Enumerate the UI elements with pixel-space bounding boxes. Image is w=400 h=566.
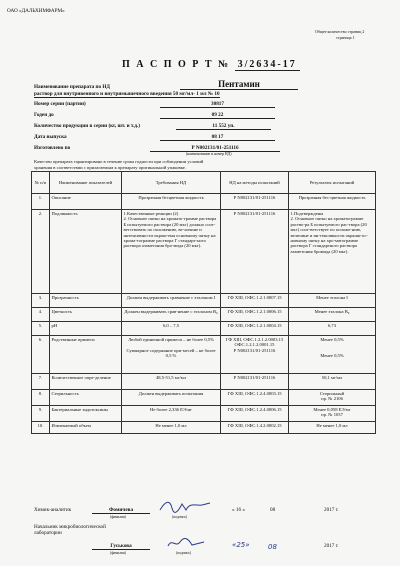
table-row	[32, 210, 376, 294]
analyst-day: « 16 »	[232, 507, 245, 513]
row-indicator: Подлинность	[50, 210, 122, 294]
col-header-results: Результаты испытаний	[289, 172, 376, 194]
manufactured-by-value: Р N002131/01-251116	[150, 145, 280, 152]
micro-lab-signature-icon	[166, 536, 206, 550]
row-number: 4.	[32, 308, 50, 322]
row-result: Менее эталона I	[289, 294, 376, 308]
col-header-number: № п/п	[32, 172, 50, 194]
row-method: ГФ XIII, ОФС.1.2.4.0006.15	[221, 406, 289, 422]
analyst-role: Химик-аналитик	[34, 507, 72, 513]
row-result: Стерильный пр. № 2106	[289, 390, 376, 406]
micro-lab-day: «25»	[232, 541, 250, 549]
micro-lab-year: 2017 г.	[324, 543, 339, 549]
row-method: ГФ XIII, ОФС.1.4.2.0002.15	[221, 422, 289, 434]
micro-lab-name-hint: (фамилия)	[110, 551, 126, 555]
quantity-value: 11 552 уп.	[176, 123, 271, 130]
analyst-name-hint: (фамилия)	[110, 515, 126, 519]
col-header-methods: НД на методы испытаний	[221, 172, 289, 194]
table-row	[32, 406, 376, 422]
row-result: Менее 0,058 ЕЭ/мг пр. № 1037	[289, 406, 376, 422]
row-indicator: Цветность	[50, 308, 122, 322]
row-method: Р N002131/01-251116	[221, 210, 289, 294]
row-result: 6,73	[289, 322, 376, 336]
product-form: раствор для внутривенного и внутримышечного введения 50 мг/мл- 1 мл № 10	[34, 91, 220, 97]
analyst-name: Фомичева	[92, 507, 150, 514]
row-number: 1.	[32, 194, 50, 210]
row-requirement: Должен выдерживать испытания	[122, 390, 221, 406]
page-number-note: страница 1	[336, 35, 355, 40]
row-number: 7.	[32, 374, 50, 390]
row-method: ГФ XIII, ОФС.1.2.1.0007.15	[221, 294, 289, 308]
row-indicator: Бактериальные эндотоксины	[50, 406, 122, 422]
table-row	[32, 422, 376, 434]
row-indicator: Прозрачность	[50, 294, 122, 308]
row-number: 2.	[32, 210, 50, 294]
row-result: Менее эталона B₉	[289, 308, 376, 322]
release-date-label: Дата выпуска	[34, 134, 67, 140]
row-requirement: Не менее 1,0 мл	[122, 422, 221, 434]
row-indicator: Количественное опре-деление	[50, 374, 122, 390]
passport-title	[122, 59, 300, 70]
row-requirement: Должен выдерживать срав-нение с эталоном B₉	[122, 308, 221, 322]
release-date-value: 08 17	[160, 134, 275, 141]
analyst-signature-icon	[158, 498, 212, 514]
micro-lab-signature-hint: (подпись)	[176, 551, 191, 555]
row-number: 6.	[32, 336, 50, 374]
company-name: ОАО «ДАЛЬХИМФАРМ»	[7, 8, 65, 14]
row-result: 50,1 мг/мл	[289, 374, 376, 390]
row-number: 5.	[32, 322, 50, 336]
row-indicator: pH	[50, 322, 122, 336]
row-requirement: Любой единичной примеси – не более 0,5% Суммарное содержание при-месей – не более 0,5 %	[122, 336, 221, 374]
table-row	[32, 322, 376, 336]
series-label: Номер серии (партии)	[34, 101, 86, 107]
product-name-label: Наименование препарата по НД	[34, 84, 110, 90]
row-method: Р N002131/01-251116	[221, 374, 289, 390]
row-indicator: Родственные примеси	[50, 336, 122, 374]
row-result: Не менее 1,0 мл	[289, 422, 376, 434]
analyst-month: 08	[270, 507, 276, 513]
row-requirement: Прозрачная бесцветная жидкость	[122, 194, 221, 210]
passport-title-prefix: П А С П О Р Т №	[122, 59, 231, 70]
table-row	[32, 336, 376, 374]
manufactured-by-label: Изготовлено по	[34, 145, 71, 151]
row-number: 9.	[32, 406, 50, 422]
row-result: 1.Подтверждены 2. Основное пятно на хроматограмме раство-ра Б испытуемого рас-твора (20 мкг) соот-ветствует по положе-нию, величине и ин-тенсивности окраши-ос-новному пятну на хро-матограмме раствора Г стандартного раствора азаметония бромида (20 мкг).	[289, 210, 376, 294]
quantity-label: Количество продукции в серии (кг, шт. и т.д.)	[34, 123, 141, 129]
analyst-year: 2017 г.	[324, 507, 339, 513]
table-row	[32, 374, 376, 390]
analyst-signature-hint: (подпись)	[172, 515, 187, 519]
row-result: Прозрачная бес-цветная жидкость	[289, 194, 376, 210]
micro-lab-month: 08	[268, 543, 277, 551]
row-result: Менее 0,5% Менее 0,5%	[289, 336, 376, 374]
row-number: 3.	[32, 294, 50, 308]
col-header-indicator: Наименование показателей	[50, 172, 122, 194]
micro-lab-role-line-2: лаборатории	[34, 530, 62, 536]
passport-number: 3/2634-17	[235, 59, 300, 71]
page-count-note: Общее количество страниц 2	[315, 29, 365, 34]
micro-lab-name: Гуськова	[92, 543, 150, 550]
expiry-value: 09 22	[160, 112, 275, 119]
row-number: 10.	[32, 422, 50, 434]
row-number: 8.	[32, 390, 50, 406]
row-method: ГФ XIII, ОФС.1.2.1.0004.15	[221, 322, 289, 336]
table-row	[32, 308, 376, 322]
table-row	[32, 390, 376, 406]
product-name: Пентамин	[180, 79, 298, 90]
row-requirement: 1.Качественные реакции (2) 2. Основное пятно на хромато-грамме раствора Б испытуемого раствора (20 мкг) должно соот-ветствовать по положению, ве-личине и интенсивности окраш-енн основному пятну на хрома-тограмме раствора Г стандарт-ного раствора азаметония бро-мида (20 мкг).	[122, 210, 221, 294]
row-method: Р N002131/01-251116	[221, 194, 289, 210]
row-requirement: Должен выдерживать сравнение с эталоном I	[122, 294, 221, 308]
statement-line-2: хранения в соответствии с прилагаемым к препарату оригинальной упаковке.	[34, 165, 186, 170]
table-header-row	[32, 172, 376, 194]
micro-lab-role-line-1: Начальник микробиологической	[34, 524, 106, 530]
row-requirement: 6,0 – 7,5	[122, 322, 221, 336]
row-requirement: 48,5-51,5 мг/мл	[122, 374, 221, 390]
row-indicator: Стерильность	[50, 390, 122, 406]
col-header-requirements: Требования НД	[122, 172, 221, 194]
test-results-table	[31, 171, 376, 434]
row-method: ГФ XIII, ОФС.1.2.1.0006.15	[221, 308, 289, 322]
table-row	[32, 194, 376, 210]
row-indicator: Извлекаемый объем	[50, 422, 122, 434]
statement-line-1: Качество препарата гарантировано в течение срока годности при соблюдении условий	[34, 159, 204, 164]
row-indicator: Описание	[50, 194, 122, 210]
row-requirement: Не более 2,336 ЕЭ/мг	[122, 406, 221, 422]
expiry-label: Годен до	[34, 112, 54, 118]
row-method: ГФ XIII, ОФС.1.2.1.2.0003.15 ОФС.1.2.1.2.0001.15 Р N002131/01-251116	[221, 336, 289, 374]
manufactured-by-hint: (наименование и номер НД)	[186, 152, 232, 156]
row-method: ГФ XIII, ОФС.1.2.4.0003.15	[221, 390, 289, 406]
table-row	[32, 294, 376, 308]
series-value: 30817	[160, 101, 275, 108]
